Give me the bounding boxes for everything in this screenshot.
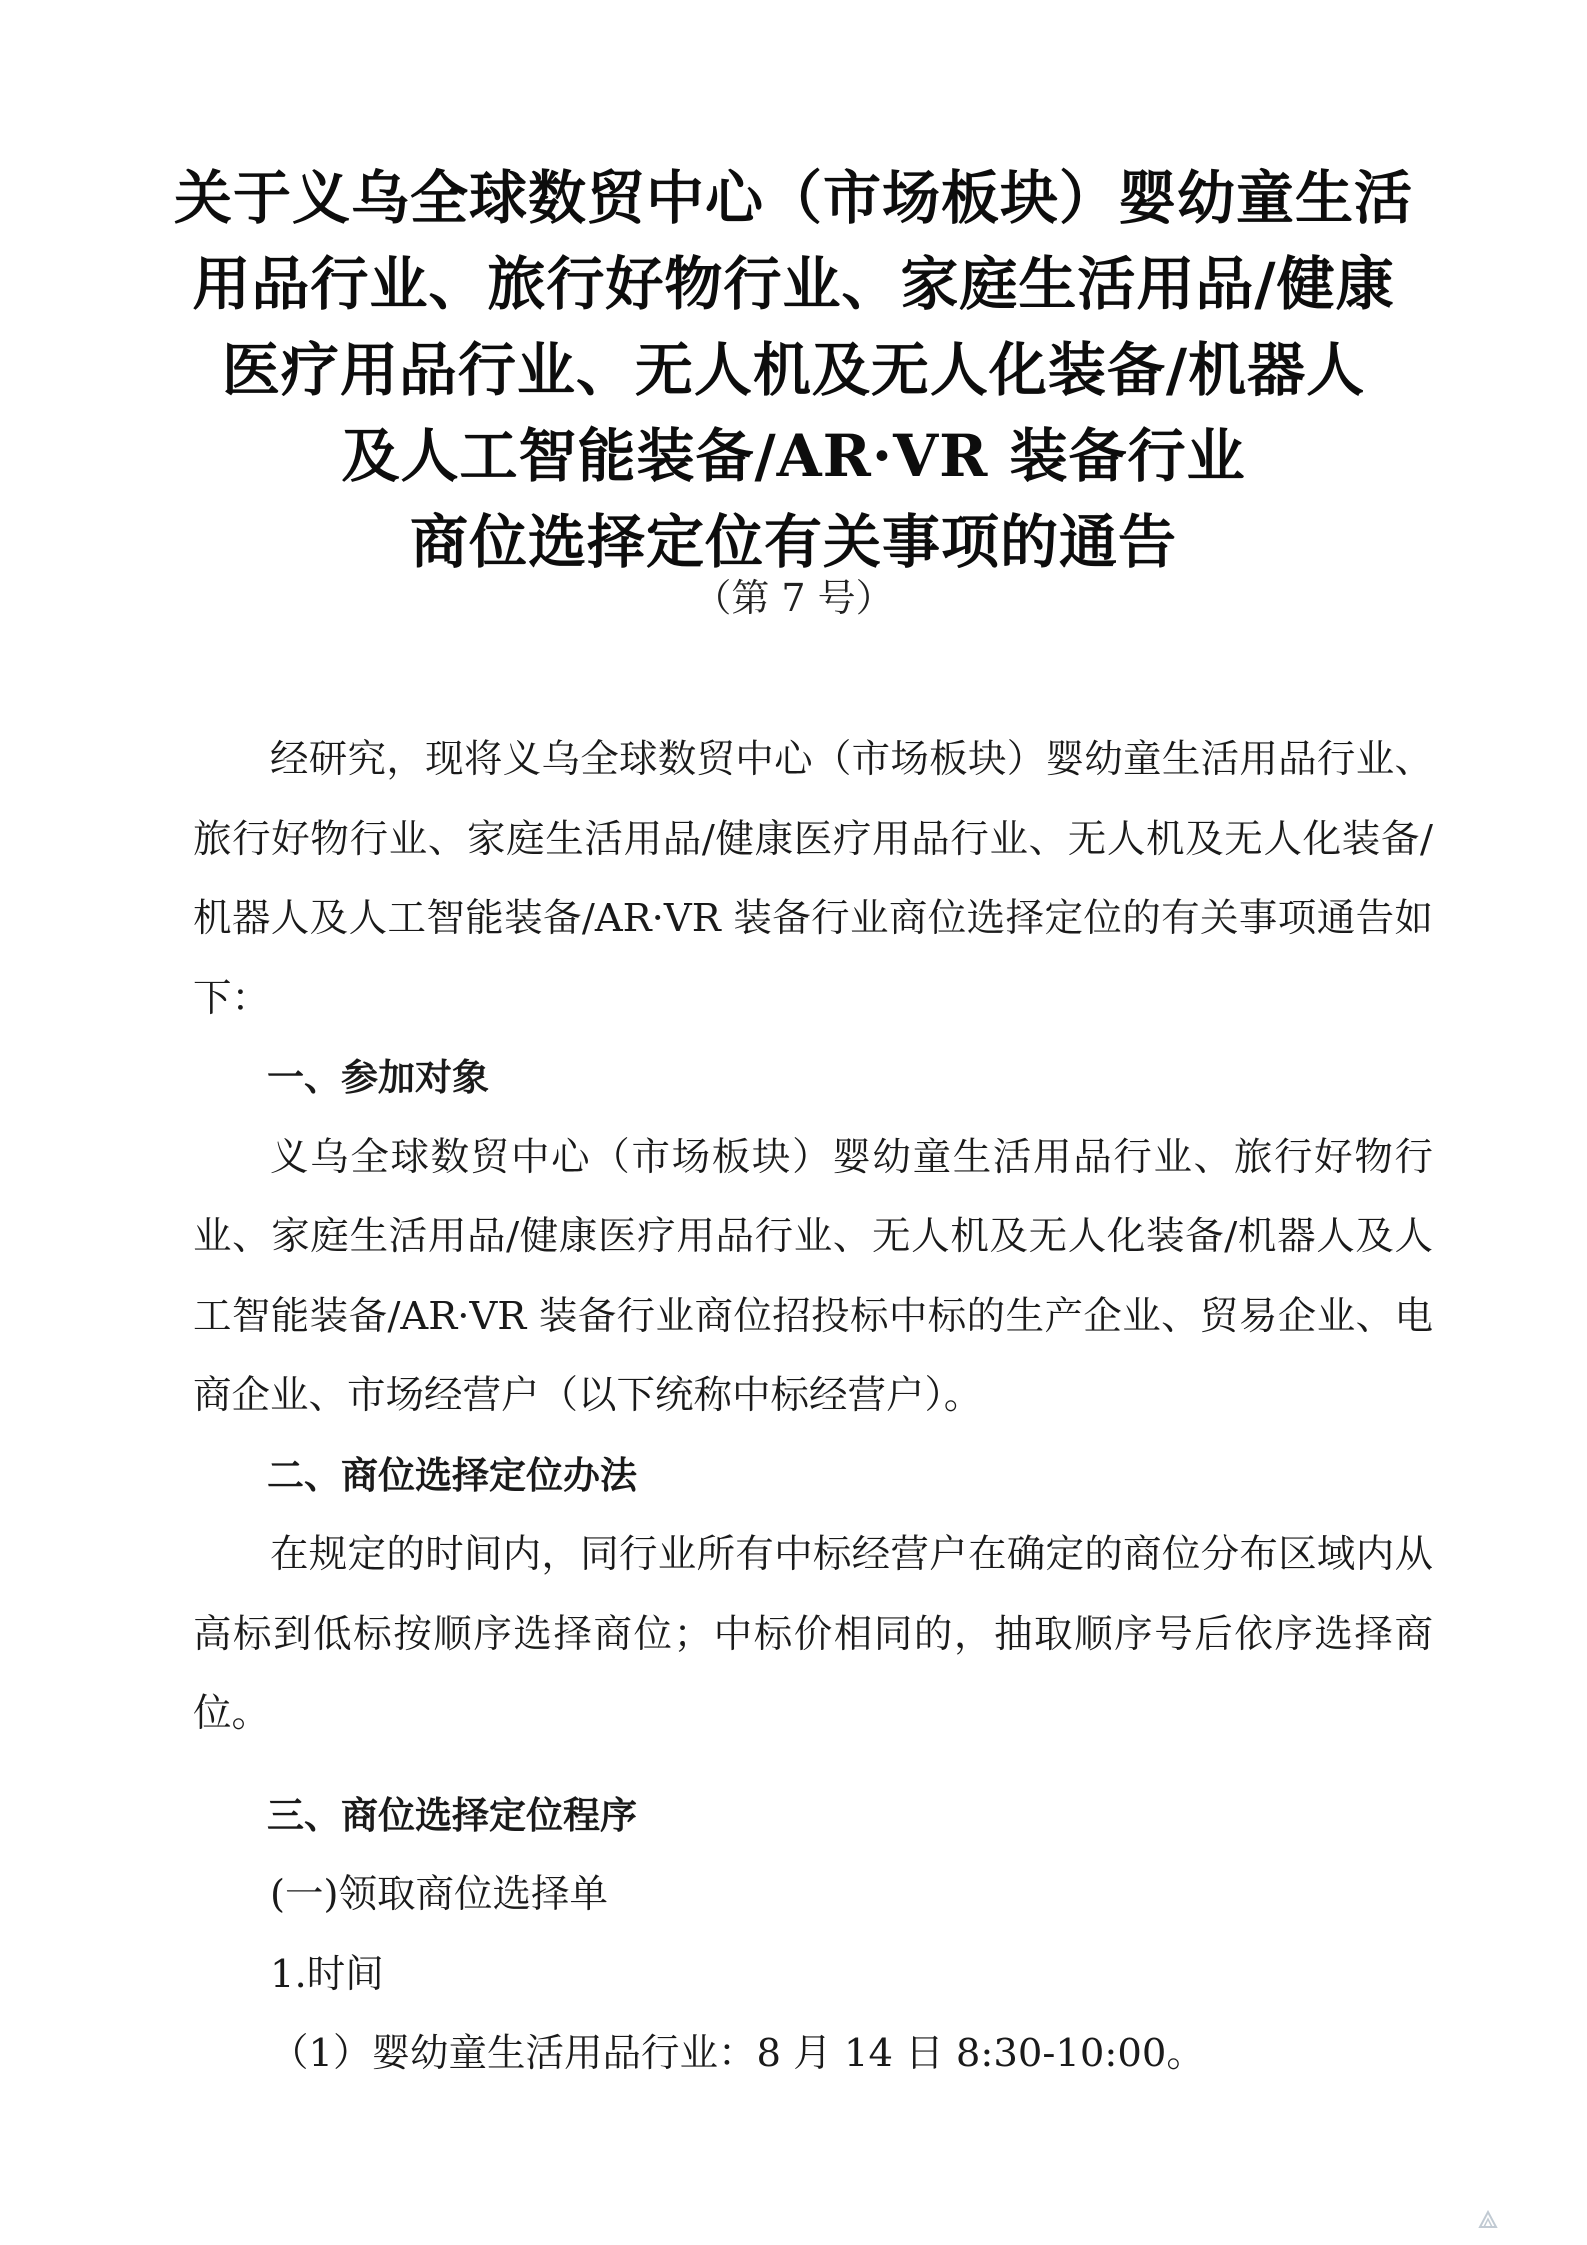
- section-2-paragraph: 在规定的时间内，同行业所有中标经营户在确定的商位分布区域内从高标到低标按顺序选择商位；中标价相同的，抽取顺序号后依序选择商位。: [193, 1532, 1433, 1736]
- watermark-logo-icon: [1477, 2209, 1499, 2231]
- issue-number: （第 7 号）: [693, 576, 894, 620]
- document-body: [193, 720, 1433, 2094]
- title-line-1: 关于义乌全球数贸中心（市场板块）婴幼童生活: [173, 164, 1413, 232]
- section-1-paragraph: 义乌全球数贸中心（市场板块）婴幼童生活用品行业、旅行好物行业、家庭生活用品/健康医疗用品行业、无人机及无人化装备/机器人及人工智能装备/AR·VR 装备行业商位招投标中标的生产企业、贸易企业、电商企业、市场经营户（以下统称中标经营户）。: [193, 1134, 1433, 1418]
- title-line-4: 及人工智能装备/AR·VR 装备行业: [341, 422, 1246, 490]
- section-3-subheading: (一)领取商位选择单: [270, 1872, 609, 1917]
- section-3-item-time: 1.时间: [270, 1951, 384, 1997]
- title-line-2: 用品行业、旅行好物行业、家庭生活用品/健康: [192, 250, 1395, 318]
- intro-paragraph: 经研究，现将义乌全球数贸中心（市场板块）婴幼童生活用品行业、旅行好物行业、家庭生活用品/健康医疗用品行业、无人机及无人化装备/机器人及人工智能装备/AR·VR 装备行业商位选择定位的有关事项通告如下：: [193, 737, 1433, 1021]
- document-title: [140, 155, 1447, 585]
- section-1-heading: 一、参加对象: [267, 1056, 489, 1099]
- watermark: [1477, 2205, 1573, 2235]
- title-line-3: 医疗用品行业、无人机及无人化装备/机器人: [221, 336, 1366, 404]
- section-3-heading: 三、商位选择定位程序: [267, 1793, 637, 1837]
- section-3-item-time-1: （1）婴幼童生活用品行业：8 月 14 日 8:30-10:00。: [270, 2031, 1205, 2076]
- section-2-heading: 二、商位选择定位办法: [267, 1453, 637, 1497]
- title-line-5: 商位选择定位有关事项的通告: [409, 508, 1177, 576]
